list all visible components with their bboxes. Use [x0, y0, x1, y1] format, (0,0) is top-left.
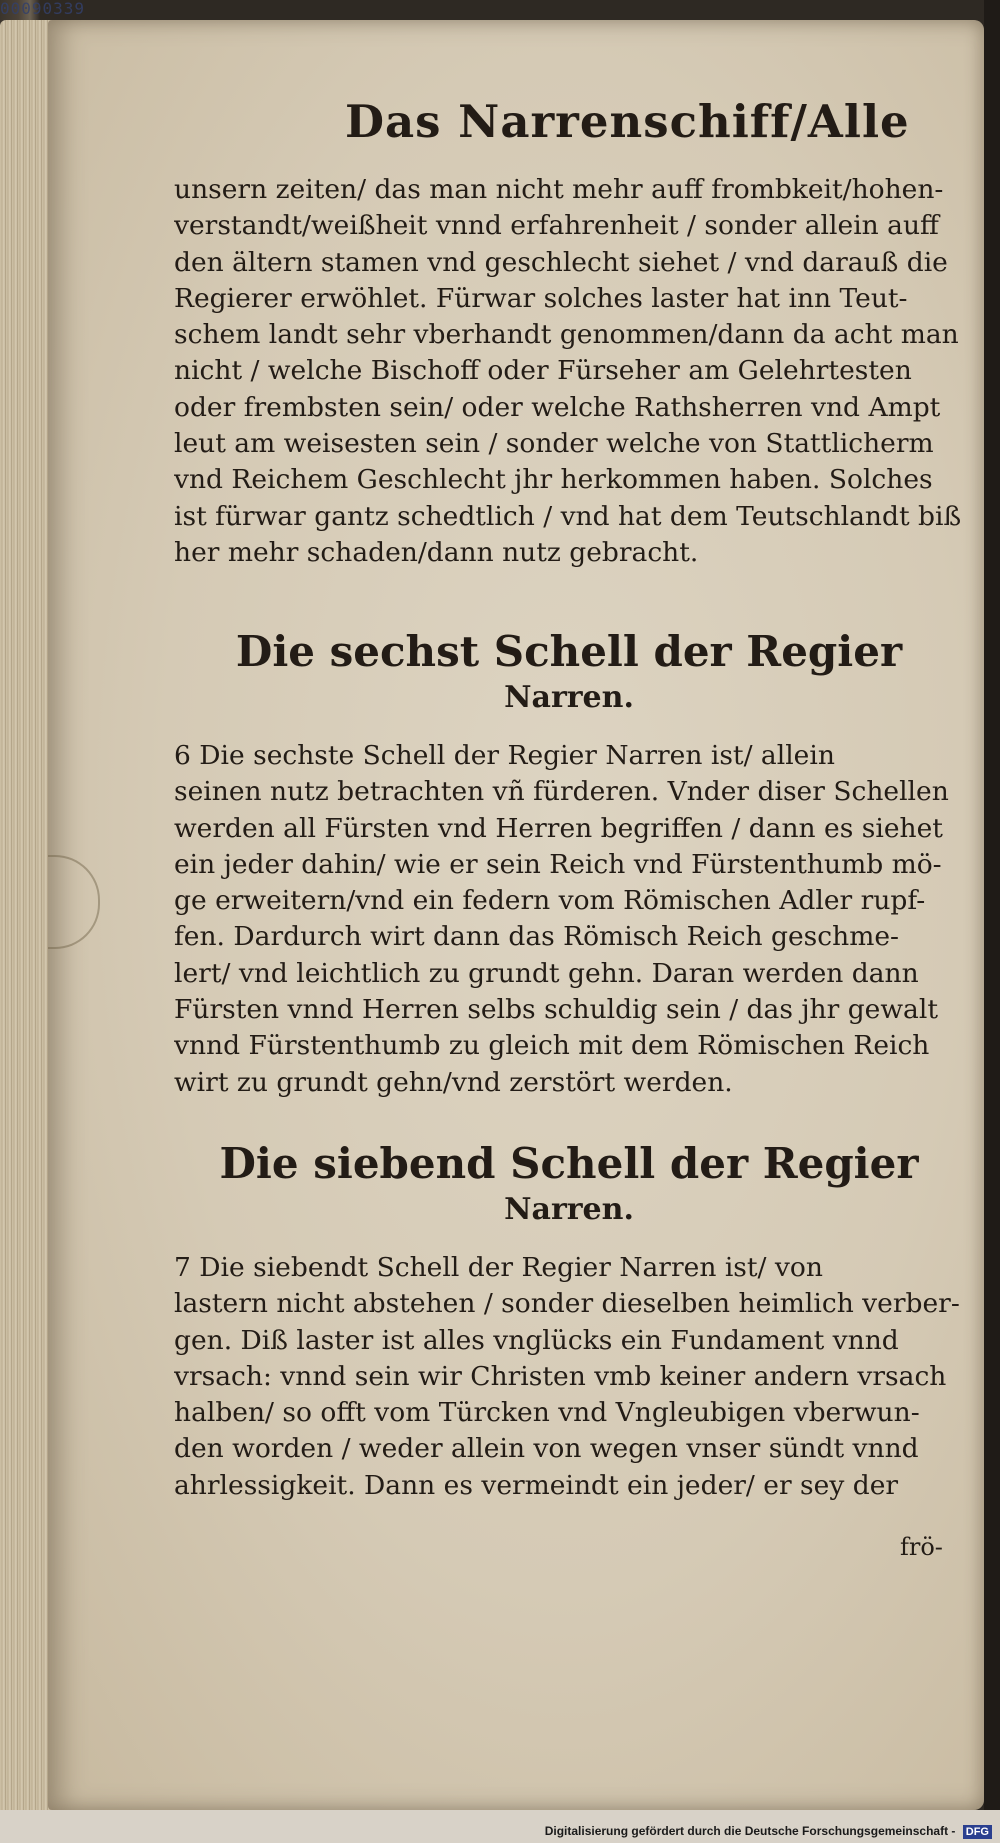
scan-right-border — [984, 0, 1000, 1843]
footer-credit-text: Digitalisierung gefördert durch die Deutsche Forschungsgemeinschaft - — [544, 1824, 956, 1839]
section-heading-6-subtitle: Narren. — [504, 680, 634, 715]
text-line: den ältern stamen vnd geschlecht siehet / vnd darauß die — [174, 246, 948, 278]
scan-id-label: 00090339 — [0, 0, 86, 18]
text-line: ahrlessigkeit. Dann es vermeindt ein jeder/ er sey der — [174, 1469, 899, 1501]
text-line: ist fürwar gantz schedtlich / vnd hat dem Teutschlandt biß — [174, 500, 962, 532]
running-head: Das Narrenschiff/Alle — [345, 95, 910, 148]
text-line: vnnd Fürstenthumb zu gleich mit dem Römischen Reich — [174, 1030, 930, 1062]
section-heading-6-title: Die sechst Schell der Regier — [235, 627, 903, 676]
text-line: verstandt/weißheit vnnd erfahrenheit / sonder allein auff — [174, 210, 939, 242]
paragraph-section-7 — [174, 1250, 964, 1504]
text-line: wirt zu grundt gehn/vnd zerstört werden. — [174, 1066, 733, 1098]
section-heading-7 — [174, 1140, 964, 1232]
text-line: halben/ so offt vom Türcken vnd Vngleubigen vberwun- — [174, 1397, 920, 1429]
text-line: 7 Die siebendt Schell der Regier Narren ist/ von — [174, 1252, 823, 1283]
text-line: unsern zeiten/ das man nicht mehr auff frombkeit/hohen- — [174, 174, 944, 205]
text-line: vnd Reichem Geschlecht jhr herkommen haben. Solches — [174, 464, 933, 496]
catchword: frö- — [900, 1533, 943, 1561]
text-line: nicht / welche Bischoff oder Fürseher am Gelehrtesten — [174, 355, 912, 387]
paragraph-section-5-continuation — [174, 172, 964, 571]
footer-credit — [545, 1824, 992, 1839]
text-line: oder frembsten sein/ oder welche Rathsherren vnd Ampt — [174, 391, 941, 423]
text-line: leut am weisesten sein / sonder welche von Stattlicherm — [174, 428, 934, 460]
text-line: schem landt sehr vberhandt genommen/dann da acht man — [174, 319, 959, 351]
section-heading-7-title: Die siebend Schell der Regier — [219, 1139, 919, 1188]
text-line: lastern nicht abstehen / sonder dieselben heimlich verber- — [174, 1288, 960, 1320]
text-line: fen. Dardurch wirt dann das Römisch Reich geschme- — [174, 921, 899, 953]
text-line: her mehr schaden/dann nutz gebracht. — [174, 536, 699, 568]
text-line: den worden / weder allein von wegen vnser sündt vnnd — [174, 1433, 919, 1465]
text-line: ge erweitern/vnd ein federn vom Römischen Adler rupf- — [174, 885, 926, 917]
text-line: Regierer erwöhlet. Fürwar solches laster hat inn Teut- — [174, 282, 908, 314]
text-line: ein jeder dahin/ wie er sein Reich vnd Fürstenthumb mö- — [174, 848, 942, 880]
paragraph-section-6 — [174, 738, 964, 1101]
text-line: werden all Fürsten vnd Herren begriffen / dann es siehet — [174, 812, 943, 844]
text-line: seinen nutz betrachten vñ fürderen. Vnder diser Schellen — [174, 776, 949, 808]
binding-hole-mark — [48, 855, 100, 949]
section-heading-7-subtitle: Narren. — [504, 1192, 634, 1227]
text-line: vrsach: vnnd sein wir Christen vmb keiner andern vrsach — [174, 1360, 947, 1392]
text-line: gen. Diß laster ist alles vnglücks ein Fundament vnnd — [174, 1324, 899, 1356]
text-line: Fürsten vnnd Herren selbs schuldig sein / das jhr gewalt — [174, 994, 938, 1026]
text-line: lert/ vnd leichtlich zu grundt gehn. Daran werden dann — [174, 957, 919, 989]
footer-strip — [0, 1810, 1000, 1843]
dfg-logo: DFG — [963, 1825, 992, 1839]
text-line: 6 Die sechste Schell der Regier Narren ist/ allein — [174, 740, 835, 771]
section-heading-6 — [174, 628, 964, 720]
